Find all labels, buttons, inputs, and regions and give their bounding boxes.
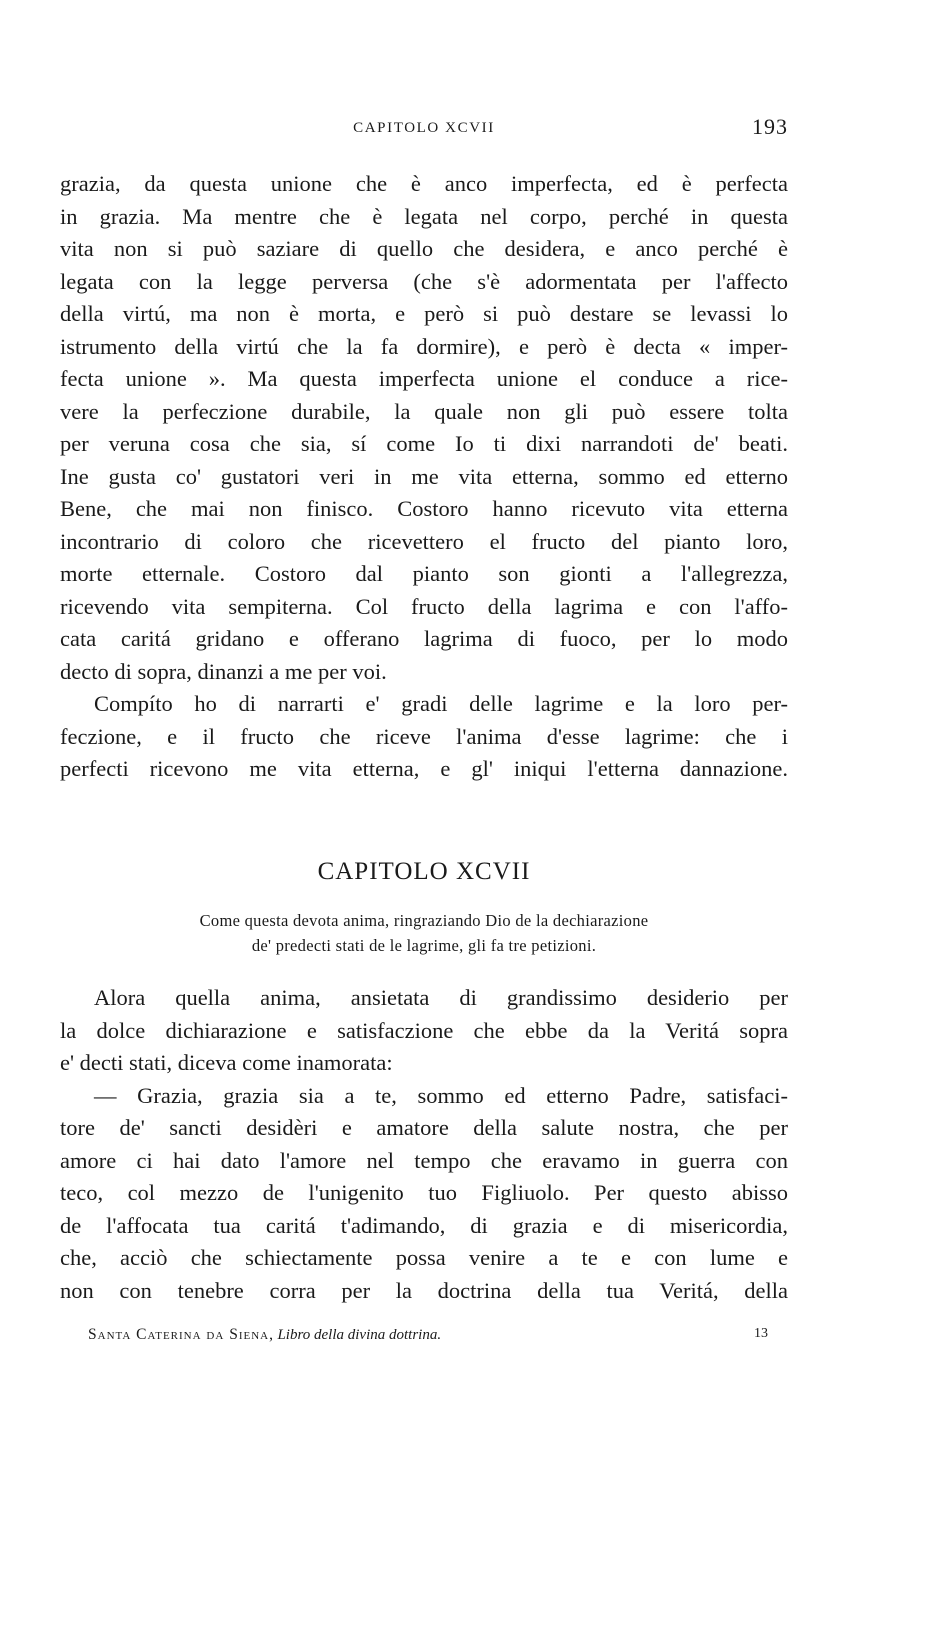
text-line: grazia, da questa unione che è anco imperfecta, ed è perfecta — [60, 171, 788, 196]
text-line: perfecti ricevono me vita etterna, e gl' iniqui l'etterna dannazione. — [60, 756, 788, 781]
running-head — [60, 112, 788, 142]
body-text-top — [60, 168, 788, 786]
text-line: feczione, e il fructo che riceve l'anima d'esse lagrime: che i — [60, 723, 788, 749]
text-line: incontrario di coloro che ricevettero el fructo del pianto loro, — [60, 528, 788, 554]
chapter-subtitle — [60, 908, 788, 958]
text-line: vere la perfeczione durabile, la quale non gli può essere tolta — [60, 398, 788, 424]
text-line: Bene, che mai non finisco. Costoro hanno ricevuto vita etterna — [60, 496, 788, 521]
text-line: ricevendo vita sempiterna. Col fructo della lagrima e con l'affo- — [60, 593, 788, 619]
paragraph-1 — [60, 168, 788, 688]
text-line: Compíto ho di narrarti e' gradi delle lagrime e la loro per- — [94, 691, 788, 716]
text-line: la dolce dichiarazione e satisfaczione che ebbe da la Veritá sopra — [60, 1017, 788, 1043]
text-line: che, acciò che schiectamente possa venire a te e con lume e — [60, 1245, 788, 1270]
text-line: istrumento della virtú che la fa dormire), e però è decta « imper- — [60, 333, 788, 359]
text-line: — Grazia, grazia sia a te, sommo ed etterno Padre, satisfaci- — [94, 1082, 788, 1108]
text-line: e' decti stati, diceva come inamorata: — [60, 1050, 393, 1075]
text-line: teco, col mezzo de l'unigenito tuo Figliuolo. Per questo abisso — [60, 1180, 788, 1205]
text-line: legata con la legge perversa (che s'è adormentata per l'affecto — [60, 268, 788, 294]
text-line: in grazia. Ma mentre che è legata nel corpo, perché in questa — [60, 203, 788, 229]
text-line: cata caritá gridano e offerano lagrima di fuoco, per lo modo — [60, 626, 788, 651]
running-title: CAPITOLO XCVII — [353, 120, 495, 136]
text-line: per veruna cosa che sia, sí come Io ti dixi narrandoti de' beati. — [60, 431, 788, 456]
text-line: non con tenebre corra per la doctrina della tua Veritá, della — [60, 1277, 788, 1303]
paragraph-2 — [60, 688, 788, 786]
text-line: morte etternale. Costoro dal pianto son gionti a l'allegrezza, — [60, 561, 788, 586]
footer-signature-line — [88, 1326, 768, 1350]
text-line: tore de' sancti desidèri e amatore della salute nostra, che per — [60, 1115, 788, 1140]
page-number: 193 — [752, 114, 788, 139]
footer-author: Santa Caterina da Siena, — [88, 1326, 274, 1343]
paragraph-3 — [60, 982, 788, 1080]
paragraph-4 — [60, 1080, 788, 1308]
chapter-heading: CAPITOLO XCVII — [317, 858, 531, 885]
text-line: Ine gusta co' gustatori veri in me vita etterna, sommo ed etterno — [60, 463, 788, 489]
text-line: amore ci hai dato l'amore nel tempo che eravamo in guerra con — [60, 1147, 788, 1173]
text-line: Alora quella anima, ansietata di grandissimo desiderio per — [94, 985, 788, 1010]
printer-signature: 13 — [754, 1326, 768, 1341]
body-text-bottom — [60, 982, 788, 1307]
text-line: de l'affocata tua caritá t'adimando, di grazia e di misericordia, — [60, 1212, 788, 1238]
text-line: fecta unione ». Ma questa imperfecta unione el conduce a rice- — [60, 366, 788, 391]
text-line: della virtú, ma non è morta, e però si può destare se levassi lo — [60, 301, 788, 326]
subtitle-line: de' predecti stati de le lagrime, gli fa tre petizioni. — [251, 936, 597, 955]
subtitle-line: Come questa devota anima, ringraziando Dio de la dechiarazione — [199, 911, 649, 930]
text-line: vita non si può saziare di quello che desidera, e anco perché è — [60, 236, 788, 261]
footer-book-title: Libro della divina dottrina. — [277, 1327, 442, 1343]
text-line: decto di sopra, dinanzi a me per voi. — [60, 658, 387, 684]
